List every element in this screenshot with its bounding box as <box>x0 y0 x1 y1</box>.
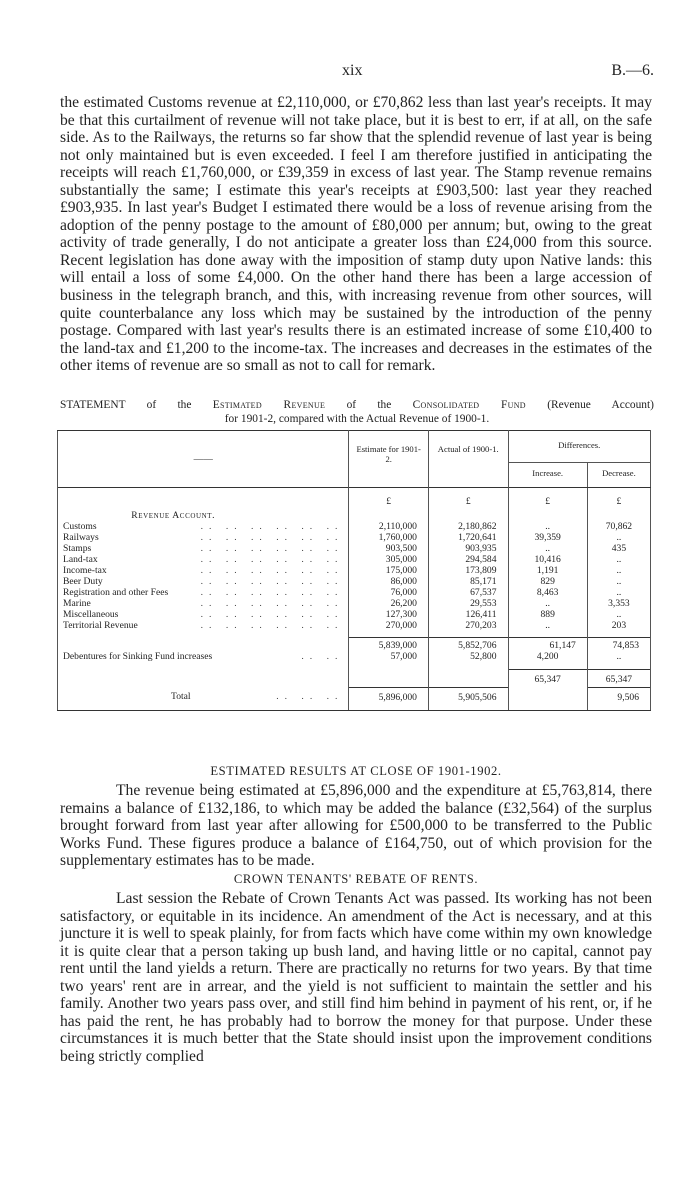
row-label: Territorial Revenue <box>63 620 138 631</box>
subtotal-actual: 5,852,706 <box>458 640 497 651</box>
row-label: Income-tax <box>63 565 107 576</box>
row-decrease: .. <box>616 609 622 620</box>
row-actual: 29,553 <box>470 598 497 609</box>
paragraph-crown-tenants: Last session the Rebate of Crown Tenants Act was passed. Its working has not been satisfactory, or equitable in its incidence. An amendment of the Act is necessary, and at this juncture it is well to speak plainly, for from facts which have come within my own knowledge it is quite clear that a person taking up bush land, and having little or no capital, cannot pay rent until the land yields a return. There are practically no returns for two years. By that time two years' rent are in arrear, and the yield is not sufficient to maintain the settler and his family. Another two years pass over, and still find him behind in payment of his rent, or, if he has paid the rent, he has probably had to borrow the money for that purpose. Under these circumstances it is much better that the State should insist upon the improvement conditions being strictly complied <box>60 890 652 1065</box>
table-row <box>58 554 651 565</box>
row-label: Miscellaneous <box>63 609 119 620</box>
total-estimate: 5,896,000 <box>378 691 417 703</box>
header-estimate: Estimate for 1901-2. <box>349 431 429 488</box>
paragraph-revenue-estimates: the estimated Customs revenue at £2,110,000, or £70,862 less than last year's receipts. It may be that this curtailment of revenue will not take place, but it is best to err, if at all, on the safe side. As to the Railways, the returns so far show that the splendid revenue of last year is being not only maintained but is even exceeded. I feel I am therefore justified in anticipating the receipts will reach £1,760,000, or £39,359 in excess of last year. The Stamp revenue remains substantially the same; I estimate this year's receipts at £903,500: last year they reached £903,935. In last year's Budget I estimated there would be a loss of revenue arising from the adoption of the penny postage to the amount of £80,000 per annum; but, owing to the great activity of trade generally, I do not anticipate a greater loss than £24,000 from this source. Recent legislation has done away with the imposition of stamp duty upon Native lands: this will entail a loss of some £4,000. On the other hand there has been a large accession of business in the telegraph branch, and this, with increasing revenue from other sources, will quite counterbalance any loss which may be sustained by the introduction of the penny postage. Compared with last year's results there is an estimated increase of some £10,400 to the land-tax and £1,200 to the income-tax. The increases and decreases in the estimates of the other items of revenue are so small as not to call for remark. <box>60 94 652 375</box>
subtotal-estimate: 5,839,000 <box>378 640 417 651</box>
header-dash: —— <box>193 453 213 465</box>
row-actual: 173,809 <box>465 565 497 576</box>
debentures-estimate: 57,000 <box>390 651 417 662</box>
table-row <box>58 521 651 532</box>
row-increase: 829 <box>540 576 555 587</box>
total-label: Total <box>171 691 191 702</box>
page-header <box>0 62 700 84</box>
leader-dots: .. .. .. .. .. .. <box>200 620 344 631</box>
page-number: xix <box>342 62 363 79</box>
row-actual: 270,203 <box>465 620 497 631</box>
heading-estimated-results: ESTIMATED RESULTS AT CLOSE OF 1901-1902. <box>210 764 502 778</box>
heading-crown-tenants: CROWN TENANTS' REBATE OF RENTS. <box>233 872 479 886</box>
leader-dots: .. .. <box>301 651 344 662</box>
revenue-rows <box>58 521 651 638</box>
decrease-total: 65,347 <box>605 673 633 685</box>
row-estimate: 903,500 <box>385 543 417 554</box>
row-actual: 85,171 <box>470 576 497 587</box>
debentures-decrease: .. <box>616 651 622 662</box>
debentures-label: Debentures for Sinking Fund increases <box>63 651 213 662</box>
leader-dots: .. .. .. .. .. .. <box>200 576 344 587</box>
leader-dots: .. .. .. .. .. .. <box>200 587 344 598</box>
row-increase: 39,359 <box>534 532 561 543</box>
row-decrease: .. <box>616 532 622 543</box>
row-estimate: 76,000 <box>390 587 417 598</box>
header-differences: Differences. <box>508 431 651 463</box>
row-increase: 889 <box>540 609 555 620</box>
subtotal-decrease: 74,853 <box>612 640 639 651</box>
row-increase: 1,191 <box>536 565 559 576</box>
row-estimate: 1,760,000 <box>378 532 417 543</box>
currency-row <box>58 488 651 522</box>
row-decrease: .. <box>616 554 622 565</box>
document-reference: B.—6. <box>611 62 654 79</box>
debentures-actual: 52,800 <box>470 651 497 662</box>
currency-symbol: £ <box>545 496 551 507</box>
row-increase: .. <box>545 521 551 532</box>
row-label: Registration and other Fees <box>63 587 169 598</box>
total-decrease: 9,506 <box>617 691 639 703</box>
debentures-increase: 4,200 <box>536 651 559 662</box>
row-decrease: 70,862 <box>605 521 633 532</box>
row-actual: 1,720,641 <box>458 532 497 543</box>
leader-dots: .. .. .. .. .. .. <box>200 609 344 620</box>
currency-symbol: £ <box>616 496 622 507</box>
row-increase: .. <box>545 598 551 609</box>
row-label: Railways <box>63 532 99 543</box>
leader-dots: .. .. .. <box>276 691 344 702</box>
statement-caption-line-2: for 1901-2, compared with the Actual Revenue of 1900-1. <box>224 413 490 425</box>
leader-dots: .. .. .. .. .. .. <box>200 532 344 543</box>
paragraph-estimated-results: The revenue being estimated at £5,896,000 and the expenditure at £5,763,814, there remains a balance of £132,186, to which may be added the balance (£32,564) of the surplus brought forward from last year after allowing for £500,000 to be transferred to the Public Works Fund. These figures produce a balance of £164,750, out of which provision for the supplementary estimates has to be made. <box>60 782 652 870</box>
table-row <box>58 565 651 576</box>
header-increase: Increase. <box>508 463 587 488</box>
currency-symbol: £ <box>465 496 471 507</box>
row-increase: .. <box>545 620 551 631</box>
row-increase: 8,463 <box>536 587 559 598</box>
row-increase: .. <box>545 543 551 554</box>
differences-total-row <box>58 669 651 687</box>
leader-dots: .. .. .. .. .. .. <box>200 521 344 532</box>
table-row <box>58 609 651 620</box>
total-actual: 5,905,506 <box>458 691 497 703</box>
table-header-row <box>58 431 651 463</box>
leader-dots: .. .. .. .. .. .. <box>200 565 344 576</box>
row-estimate: 305,000 <box>385 554 417 565</box>
row-actual: 294,584 <box>465 554 497 565</box>
subtotal-increase: 61,147 <box>549 640 576 651</box>
table-row <box>58 620 651 638</box>
table-row <box>58 532 651 543</box>
row-actual: 903,935 <box>465 543 497 554</box>
statement-caption-line-1: STATEMENT of the Estimated Revenue of the Consolidated Fund (Revenue Account) <box>60 399 654 411</box>
header-actual: Actual of 1900-1. <box>428 431 508 488</box>
row-decrease: .. <box>616 587 622 598</box>
row-label: Land-tax <box>63 554 98 565</box>
row-actual: 126,411 <box>465 609 497 620</box>
row-label: Marine <box>63 598 91 609</box>
revenue-statement-table <box>57 430 651 711</box>
row-estimate: 2,110,000 <box>378 521 417 532</box>
row-decrease: 435 <box>611 543 627 554</box>
total-row <box>58 687 651 711</box>
debentures-row <box>58 651 651 669</box>
row-label: Beer Duty <box>63 576 103 587</box>
leader-dots: .. .. .. .. .. .. <box>200 554 344 565</box>
row-actual: 2,180,862 <box>458 521 497 532</box>
header-decrease: Decrease. <box>587 463 650 488</box>
leader-dots: .. .. .. .. .. .. <box>200 543 344 554</box>
row-decrease: .. <box>616 576 622 587</box>
increase-total: 65,347 <box>534 673 561 685</box>
table-row <box>58 543 651 554</box>
row-increase: 10,416 <box>534 554 561 565</box>
table-row <box>58 587 651 598</box>
currency-symbol: £ <box>386 496 392 507</box>
row-decrease: 3,353 <box>608 598 630 609</box>
row-actual: 67,537 <box>470 587 497 598</box>
row-decrease: .. <box>616 565 622 576</box>
row-estimate: 127,300 <box>385 609 417 620</box>
section-label: Revenue Account. <box>131 510 216 521</box>
row-estimate: 175,000 <box>385 565 417 576</box>
leader-dots: .. .. .. .. .. .. <box>200 598 344 609</box>
row-estimate: 270,000 <box>385 620 417 631</box>
row-estimate: 86,000 <box>390 576 417 587</box>
row-label: Stamps <box>63 543 92 554</box>
table-row <box>58 576 651 587</box>
subtotal-row <box>58 638 651 652</box>
row-label: Customs <box>63 521 97 532</box>
table-row <box>58 598 651 609</box>
row-decrease: 203 <box>611 620 627 631</box>
row-estimate: 26,200 <box>390 598 417 609</box>
statement-caption <box>60 398 654 426</box>
